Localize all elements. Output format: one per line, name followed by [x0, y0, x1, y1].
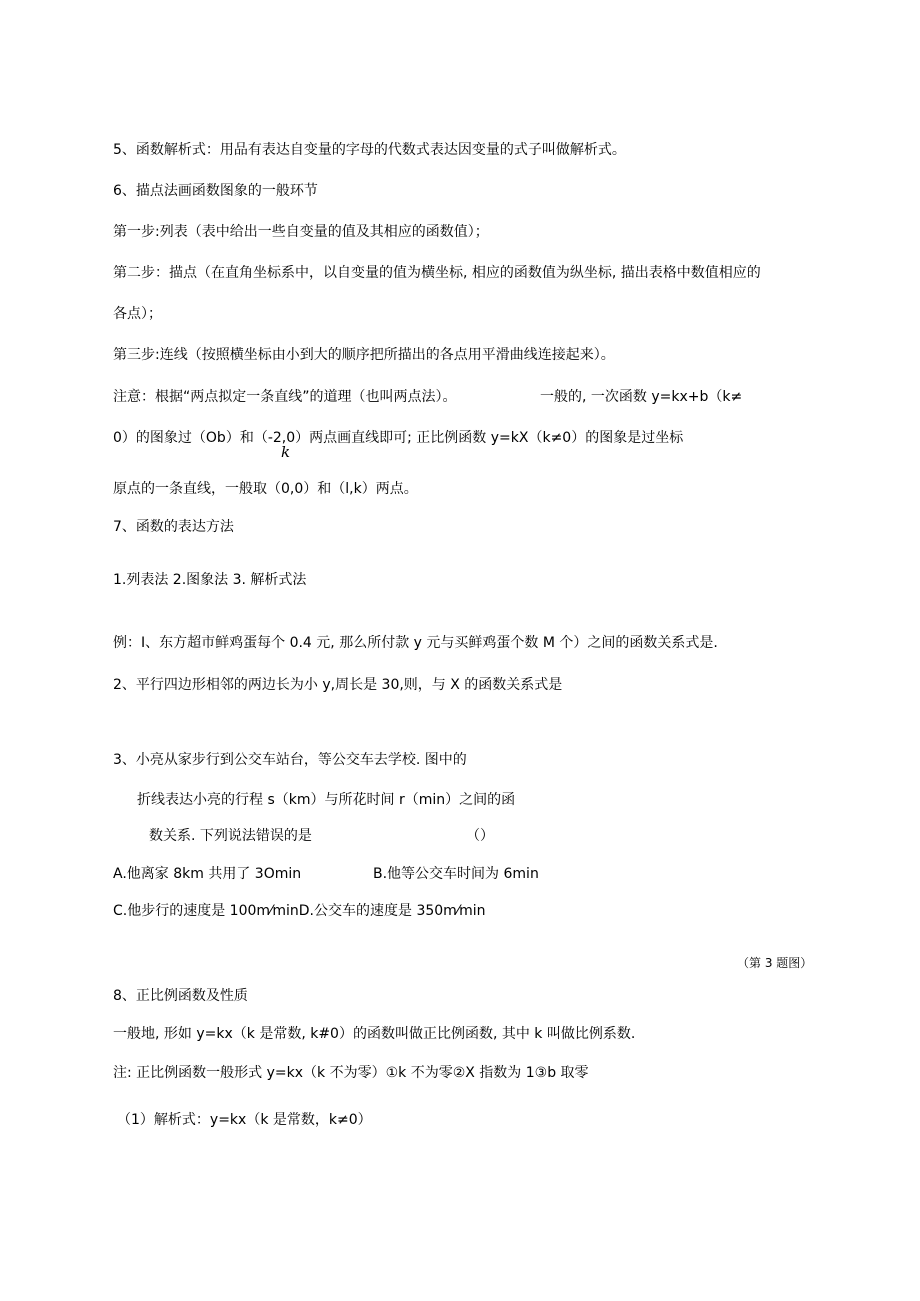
option-a: A.他离家 8km 共用了 3Omin [113, 866, 302, 882]
text-line: 原点的一条直线，一般取（0,0）和（l,k）两点。 [113, 481, 418, 497]
note-line: 注: 正比例函数一般形式 y=kx（k 不为零）①k 不为零②X 指数为 1③b 取零 [113, 1065, 589, 1081]
section-heading: 8、正比例函数及性质 [113, 988, 248, 1004]
option-cd: C.他步行的速度是 100m⁄minD.公交车的速度是 350m⁄min [113, 903, 486, 919]
example-line: 2、平行四边形相邻的两边长为小 y,周长是 30,则，与 X 的函数关系式是 [113, 677, 563, 693]
text-line: 第二步：描点（在直角坐标系中，以自变量的值为横坐标, 相应的函数值为纵坐标, 描出表格中数值相应的 [113, 265, 761, 281]
text-line: 一般地, 形如 y=kx（k 是常数, k#0）的函数叫做正比例函数, 其中 k 叫做比例系数. [113, 1026, 636, 1042]
section-heading: 7、函数的表达方法 [113, 519, 234, 535]
figure-caption: （第 3 题图） [737, 956, 813, 970]
note-line-continued: 一般的, 一次函数 y=kx+b（k≠ [540, 389, 743, 405]
text-line: 第三步:连线（按照横坐标由小到大的顺序把所描出的各点用平滑曲线连接起来）。 [113, 347, 615, 363]
text-line: 第一步:列表（表中给出一些自变量的值及其相应的函数值）； [113, 224, 489, 240]
question-line: 折线表达小亮的行程 s（km）与所花时间 r（min）之间的函 [137, 792, 516, 808]
text-line: 0）的图象过（Ob）和（-2,0）两点画直线即可; 正比例函数 y=kX（k≠0）的图象是过坐标 [113, 430, 684, 446]
question-line: 3、小亮从家步行到公交车站台，等公交车去学校. 图中的 [113, 752, 467, 768]
answer-blank: （） [466, 828, 494, 844]
note-line: 注意：根据“两点拟定一条直线”的道理（也叫两点法）。 [113, 389, 457, 405]
text-line: 5、函数解析式：用品有表达自变量的字母的代数式表达因变量的式子叫做解析式。 [113, 142, 626, 158]
option-b: B.他等公交车时间为 6min [373, 866, 539, 882]
section-heading: 6、描点法画函数图象的一般环节 [113, 183, 318, 199]
text-line: （1）解析式：y=kx（k 是常数，k≠0） [117, 1112, 372, 1128]
text-line: 各点）； [113, 306, 162, 322]
example-line: 例：Ⅰ、东方超市鲜鸡蛋每个 0.4 元, 那么所付款 y 元与买鲜鸡蛋个数 M 个）之间的函数关系式是. [113, 635, 718, 651]
question-line: 数关系. 下列说法错误的是 [149, 828, 312, 844]
text-line: 1.列表法 2.图象法 3. 解析式法 [113, 572, 307, 588]
fraction-k-mark: k [281, 443, 291, 461]
